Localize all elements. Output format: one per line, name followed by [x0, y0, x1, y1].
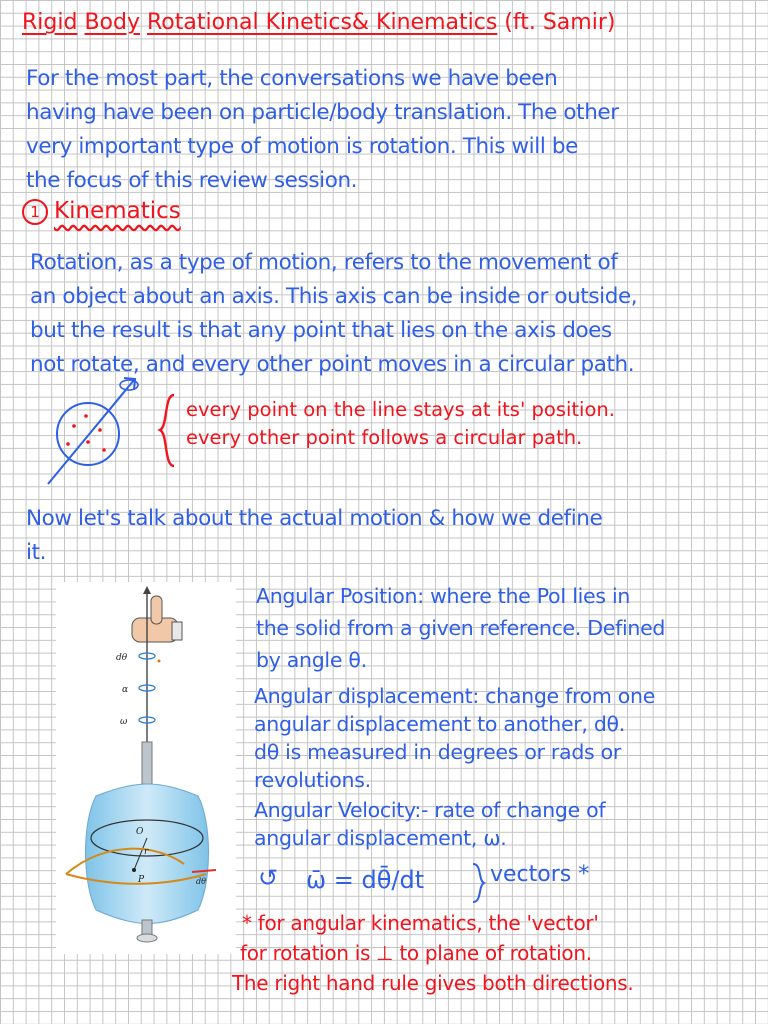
point-dot — [98, 428, 102, 432]
intro-line: For the most part, the conversations we have been — [26, 66, 558, 91]
title-word-body: Body — [84, 10, 140, 35]
right-hand-thumb-icon — [132, 596, 182, 642]
rotation-line: Rotation, as a type of motion, refers to the movement of — [30, 250, 618, 275]
rotating-body-circle — [57, 403, 119, 465]
rigid-body-figure — [56, 582, 236, 954]
rotation-line: an object about an axis. This axis can be inside or outside, — [30, 284, 638, 309]
axis-line — [48, 380, 134, 484]
angular-velocity-equation: ω̄ = dθ̄/dt — [306, 866, 425, 894]
section-heading — [22, 198, 181, 225]
curly-brace-icon — [470, 862, 486, 904]
footnote — [232, 908, 633, 998]
sketch-note-line: every other point follows a circular path. — [186, 426, 583, 449]
intro-line: the focus of this review session. — [26, 168, 358, 193]
footnote-line: * for angular kinematics, the 'vector' — [242, 911, 599, 935]
sketch-notes — [186, 396, 615, 452]
label-o: O — [136, 827, 144, 837]
upper-shaft — [142, 742, 152, 784]
rotation-axis-sketch — [38, 368, 148, 490]
definition-line: by angle θ. — [256, 648, 367, 672]
intro-paragraph — [26, 62, 619, 198]
footnote-line: for rotation is ⊥ to plane of rotation. — [240, 941, 592, 965]
point-dot — [66, 442, 70, 446]
definition-line: Angular Velocity:- rate of change of — [254, 798, 606, 822]
definition-line: revolutions. — [254, 768, 371, 792]
page-title — [22, 10, 615, 35]
angular-velocity-definition — [254, 796, 605, 852]
vectors-label: vectors * — [490, 862, 590, 887]
label-dtheta-right: dθ — [196, 877, 206, 886]
base-bearing — [137, 934, 157, 942]
motion-line: it. — [26, 540, 47, 565]
point-dot — [86, 440, 90, 444]
point-dot — [102, 448, 106, 452]
rotation-arrow-icon: ↺ — [258, 864, 279, 892]
label-p: P — [138, 875, 145, 885]
section-heading-text: Kinematics — [54, 198, 181, 224]
label-r: r — [144, 847, 149, 857]
section-number: 1 — [22, 199, 48, 225]
footnote-line: The right hand rule gives both directions. — [232, 971, 634, 995]
definition-line: the solid from a given reference. Defined — [256, 616, 666, 640]
point-dot — [72, 424, 76, 428]
title-rest: Rotational Kinetics& Kinematics — [147, 10, 498, 35]
rotation-paragraph — [30, 246, 637, 382]
angular-displacement-definition — [254, 682, 655, 794]
definition-line: angular displacement, ω. — [254, 826, 507, 850]
rotation-line: but the result is that any point that lies on the axis does — [30, 318, 612, 343]
definition-line: angular displacement to another, dθ. — [254, 712, 626, 736]
rotating-body-illustration — [56, 582, 236, 954]
definition-line: Angular Position: where the PoI lies in — [256, 584, 631, 608]
rotation-line: not rotate, and every other point moves in a circular path. — [30, 352, 635, 377]
axis-arrowhead — [143, 586, 151, 594]
title-credit: (ft. Samir) — [504, 10, 616, 35]
label-alpha: α — [122, 685, 129, 695]
definition-line: dθ is measured in degrees or rads or — [254, 740, 621, 764]
label-omega: ω — [120, 717, 128, 727]
motion-paragraph — [26, 502, 602, 570]
vectors-note — [490, 862, 589, 887]
definition-line: Angular displacement: change from one — [254, 684, 656, 708]
title-word-rigid: Rigid — [22, 10, 78, 35]
intro-line: having have been on particle/body translation. The other — [26, 100, 619, 125]
sketch-note-line: every point on the line stays at its' position. — [186, 398, 615, 421]
orange-dot — [158, 660, 161, 663]
point-dot — [84, 414, 88, 418]
curly-brace-icon — [156, 392, 178, 470]
motion-line: Now let's talk about the actual motion & how we define — [26, 506, 603, 531]
point-p-dot — [132, 868, 136, 872]
intro-line: very important type of motion is rotation. This will be — [26, 134, 578, 159]
label-dtheta: dθ — [116, 653, 128, 663]
angular-position-definition — [256, 580, 665, 676]
